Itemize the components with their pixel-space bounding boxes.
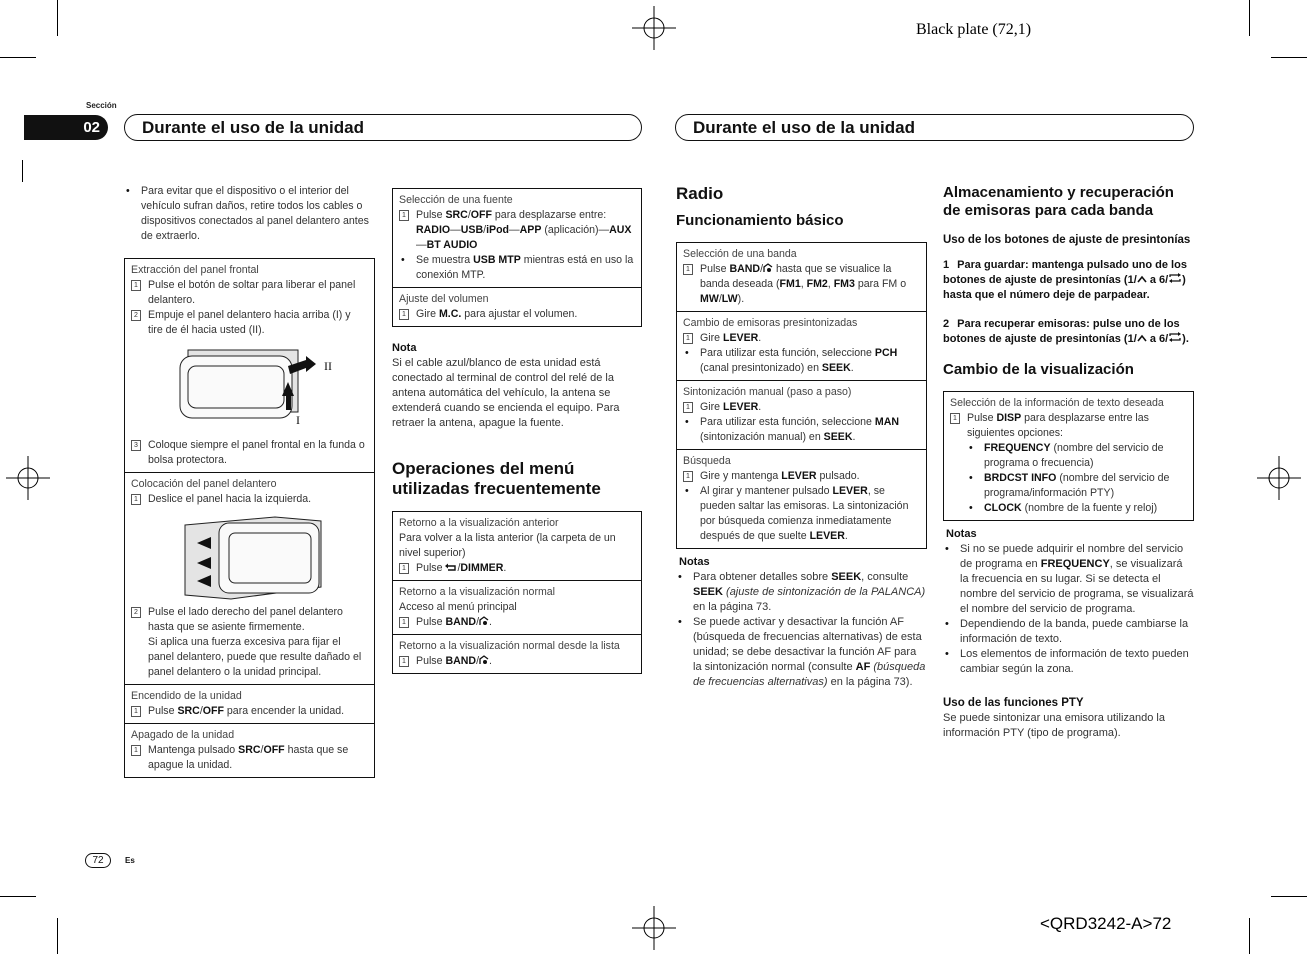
crop-mark xyxy=(0,896,36,897)
step: 1 Pulse BAND/ . xyxy=(399,615,635,630)
procedure-power-on xyxy=(125,684,374,723)
step: 1 Mantenga pulsado SRC/OFF hasta que se apague la unidad. xyxy=(131,743,368,773)
list-item: • Para utilizar esta función, seleccione MAN (sintonización manual) en SEEK. xyxy=(683,415,920,445)
step: 2 Para recuperar emisoras: pulse uno de los botones de ajuste de presintonías (1/ a 6/ ). xyxy=(943,318,1189,345)
list-item: • FREQUENCY (nombre del servicio de programa o frecuencia) xyxy=(967,441,1187,471)
procedure-power-off xyxy=(125,723,374,777)
subsection-heading: Cambio de la visualización xyxy=(943,361,1134,378)
step-number: 2 xyxy=(131,310,141,321)
procedure-return-previous xyxy=(393,512,641,580)
procedure-title: Ajuste del volumen xyxy=(399,293,489,305)
step-number: 1 xyxy=(131,280,141,291)
crop-mark xyxy=(22,160,23,182)
list-item: • CLOCK (nombre de la fuente y reloj) xyxy=(967,501,1187,516)
step-number: 1 xyxy=(399,617,409,628)
procedure-title: Selección de una banda xyxy=(683,248,797,260)
procedure-box xyxy=(676,242,927,549)
procedure-display xyxy=(944,392,1193,520)
language-label: Es xyxy=(125,856,135,865)
subsection-heading: Funcionamiento básico xyxy=(676,212,844,229)
procedure-volume xyxy=(393,287,641,326)
procedure-preset xyxy=(677,311,926,380)
procedure-title: Apagado de la unidad xyxy=(131,729,235,741)
section-heading: Radio xyxy=(676,184,724,203)
step: 1 Pulse SRC/OFF para desplazarse entre: RADIO—USB/iPod—APP (aplicación)—AUX —BT AUDIO xyxy=(399,208,635,253)
step: 1 Pulse el botón de soltar para liberar el panel delantero. xyxy=(131,278,368,308)
minor-heading: Uso de los botones de ajuste de presintonías xyxy=(943,234,1191,246)
page-header-left: Durante el uso de la unidad xyxy=(124,114,642,141)
procedure-subtitle: Para volver a la lista anterior (la carpeta de un nivel superior) xyxy=(399,532,616,559)
list-item: • Los elementos de información de texto pueden cambiar según la zona. xyxy=(943,647,1194,677)
list-item: • Al girar y mantener pulsado LEVER, se pueden saltar las emisoras. La sintonización por búsqueda comienza inmediatamente después de que suelte LEVER. xyxy=(683,484,920,544)
step-number: 1 xyxy=(131,494,141,505)
procedure-title: Selección de la información de texto deseada xyxy=(950,397,1164,409)
procedure-seek xyxy=(677,449,926,548)
paragraph: Se puede sintonizar una emisora utilizando la información PTY (tipo de programa). xyxy=(943,712,1165,739)
note-text: Si el cable azul/blanco de esta unidad está conectado al terminal de control del relé de la antena automática del vehículo, la antena se extenderá cuando se encienda el equipo. Para retraer la antena, apague la fuente. xyxy=(392,357,620,429)
right-column-2 xyxy=(943,184,1194,741)
step-number: 1 xyxy=(131,706,141,717)
step-number: 1 xyxy=(683,333,693,344)
step: 1 Para guardar: mantenga pulsado uno de los botones de ajuste de presintonías (1/ a 6/ ) hasta que el número deje de parpadear. xyxy=(943,259,1187,301)
crop-mark xyxy=(1249,0,1250,36)
notes-title: Notas xyxy=(946,528,977,540)
step: 1 Gire LEVER. xyxy=(683,331,920,346)
crop-mark xyxy=(1249,918,1250,954)
crop-mark xyxy=(0,57,36,58)
procedure-title: Búsqueda xyxy=(683,455,731,467)
registration-mark xyxy=(632,906,676,950)
crop-mark xyxy=(1271,896,1307,897)
step: 1 Deslice el panel hacia la izquierda. xyxy=(131,492,368,507)
panel-removal-illustration xyxy=(160,338,340,438)
step-number: 1 xyxy=(131,745,141,756)
list-item: • Para utilizar esta función, seleccione PCH (canal presintonizado) en SEEK. xyxy=(683,346,920,376)
section-heading: Operaciones del menú utilizadas frecuentemente xyxy=(392,459,601,498)
section-label: Sección xyxy=(86,101,117,110)
procedure-return-normal xyxy=(393,580,641,634)
list-item: • BRDCST INFO (nombre del servicio de programa/información PTY) xyxy=(967,471,1187,501)
registration-mark xyxy=(632,6,676,50)
right-column-1 xyxy=(676,184,927,690)
procedure-title: Retorno a la visualización anterior xyxy=(399,517,559,529)
crop-mark xyxy=(1271,57,1307,58)
step: 1 Pulse DISP para desplazarse entre las siguientes opciones: xyxy=(950,411,1187,441)
procedure-box xyxy=(392,188,642,327)
note-title: Nota xyxy=(392,342,417,354)
step-number: 1 xyxy=(399,563,409,574)
procedure-manual xyxy=(677,380,926,449)
procedure-title: Retorno a la visualización normal desde la lista xyxy=(399,640,620,652)
procedure-title: Retorno a la visualización normal xyxy=(399,586,556,598)
procedure-title: Extracción del panel frontal xyxy=(131,264,259,276)
minor-heading: Uso de las funciones PTY xyxy=(943,697,1084,709)
step-number: 1 xyxy=(683,402,693,413)
procedure-title: Colocación del panel delantero xyxy=(131,478,277,490)
step: 3 Coloque siempre el panel frontal en la funda o bolsa protectora. xyxy=(131,438,368,468)
step-number: 1 xyxy=(683,471,693,482)
up-arrow-icon xyxy=(1137,275,1147,283)
step: 1 Gire M.C. para ajustar el volumen. xyxy=(399,307,635,322)
procedure-title: Sintonización manual (paso a paso) xyxy=(683,386,852,398)
step-number: 2 xyxy=(131,607,141,618)
figure-label: II xyxy=(323,359,332,373)
step: 1 Gire y mantenga LEVER pulsado. xyxy=(683,469,920,484)
step: 1 Gire LEVER. xyxy=(683,400,920,415)
procedure-box xyxy=(943,391,1194,521)
procedure-box xyxy=(392,511,642,674)
procedure-band xyxy=(677,243,926,311)
procedure-title: Selección de una fuente xyxy=(399,194,513,206)
step: 1 Pulse SRC/OFF para encender la unidad. xyxy=(131,704,368,719)
step: 1 Pulse /DIMMER. xyxy=(399,561,635,576)
procedure-source xyxy=(393,189,641,287)
step-number: 1 xyxy=(950,413,960,424)
procedure-remove xyxy=(125,259,374,472)
step-number: 1 xyxy=(683,264,693,275)
subsection-heading: Almacenamiento y recuperación de emisoras para cada banda xyxy=(943,184,1174,219)
notes-title: Notas xyxy=(679,556,710,568)
step: 1 Pulse BAND/ . xyxy=(399,654,635,669)
print-code: <QRD3242-A>72 xyxy=(1040,914,1172,933)
step-number: 1 xyxy=(399,656,409,667)
list-item: • Se puede activar y desactivar la función AF (búsqueda de frecuencias alternativas) de esta unidad; se debe desactivar la función AF para la sintonización normal (consulte AF (búsqueda de frecuencias alternativas) en la página 73). xyxy=(676,615,927,690)
procedure-subtitle: Acceso al menú principal xyxy=(399,601,517,613)
procedure-title: Cambio de emisoras presintonizadas xyxy=(683,317,858,329)
step-number: 1 xyxy=(399,210,409,221)
registration-mark xyxy=(1257,456,1301,500)
step: 1 Pulse BAND/ hasta que se visualice la banda deseada (FM1, FM2, FM3 para FM o MW/LW). xyxy=(683,262,920,307)
panel-attach-illustration xyxy=(175,507,325,605)
escape-icon xyxy=(763,263,773,273)
step-number: 3 xyxy=(131,440,141,451)
return-icon xyxy=(445,563,457,572)
list-item: • Para obtener detalles sobre SEEK, consulte SEEK (ajuste de sintonización de la PALANCA) en la página 73. xyxy=(676,570,927,615)
crop-mark xyxy=(57,0,58,36)
left-column xyxy=(124,184,375,778)
page-number: 72 xyxy=(85,853,111,868)
step: 2 Pulse el lado derecho del panel delantero hasta que se asiente firmemente. Si aplica una fuerza excesiva para fijar el panel delantero, puede que resulte dañado el panel delantero o la unidad principal. xyxy=(131,605,368,680)
repeat-icon xyxy=(1168,273,1182,283)
list-item: • Si no se puede adquirir el nombre del servicio de programa en FREQUENCY, se visualizará la frecuencia en su lugar. Si se detecta el nombre del servicio de programa, se visualizará el nombre del servicio de programa. xyxy=(943,542,1194,617)
middle-column xyxy=(392,188,642,674)
repeat-icon xyxy=(1168,332,1182,342)
list-item: • Se muestra USB MTP mientras está en uso la conexión MTP. xyxy=(399,253,635,283)
procedure-attach xyxy=(125,472,374,684)
step: 2 Empuje el panel delantero hacia arriba (I) y tire de él hacia usted (II). xyxy=(131,308,368,338)
registration-mark xyxy=(6,456,50,500)
plate-label: Black plate (72,1) xyxy=(916,21,1032,38)
list-item: • Para evitar que el dispositivo o el interior del vehículo sufran daños, retire todos los cables o dispositivos conectados al panel delantero antes de extraerlo. xyxy=(124,184,375,244)
crop-mark xyxy=(57,918,58,954)
escape-icon xyxy=(479,616,489,626)
escape-icon xyxy=(479,655,489,665)
section-number: 02 xyxy=(24,115,108,140)
figure-label: I xyxy=(295,413,300,427)
step-number: 1 xyxy=(399,309,409,320)
list-item: • Dependiendo de la banda, puede cambiarse la información de texto. xyxy=(943,617,1194,647)
procedure-title: Encendido de la unidad xyxy=(131,690,242,702)
page-header-right: Durante el uso de la unidad xyxy=(675,114,1194,141)
procedure-box xyxy=(124,258,375,778)
up-arrow-icon xyxy=(1137,334,1147,342)
procedure-return-from-list xyxy=(393,634,641,673)
